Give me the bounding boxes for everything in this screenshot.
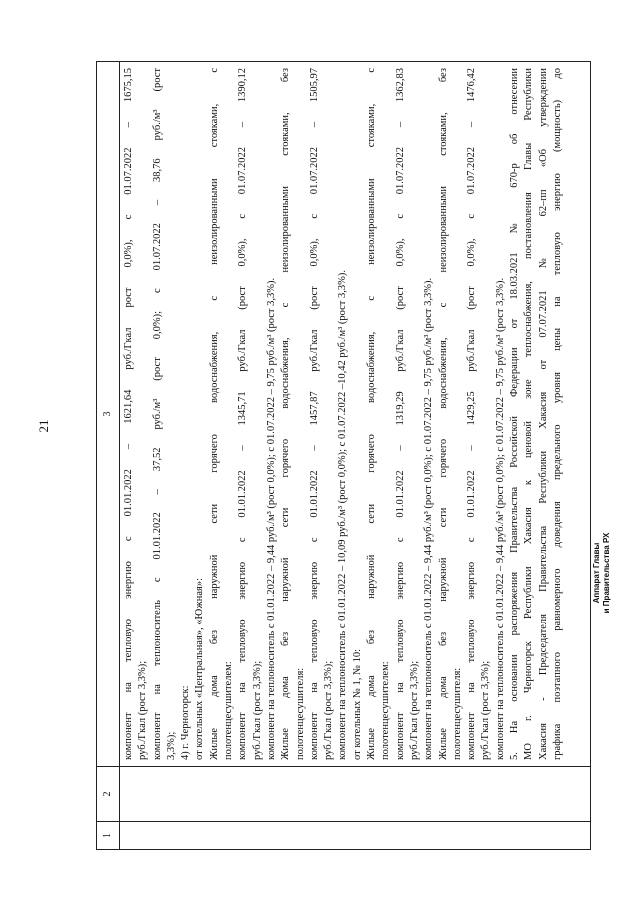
text-line: от котельных № 1, № 10: (351, 648, 363, 760)
tariff-table-wrapper (96, 62, 596, 850)
text-line: компонент на тепловую энергию с 01.01.2022 – 1457,87 руб./Гкал (рост 0,0%), с 01.07.2022 – 1505,97 (308, 68, 320, 760)
cell-col-2 (120, 767, 591, 822)
tariff-table (96, 61, 591, 850)
text-line: компонент на теплоноситель с 01.01.2022 – 9,44 руб./м³ (рост 0,0%); с 01.07.2022 – 9,75 руб./м³ (рост 3,3%). (494, 277, 506, 760)
text-line: МО г. Черногорск Республики Хакасия к ценовой зоне теплоснабжения, постановления Главы Республики (523, 68, 535, 760)
page-number: 21 (36, 419, 51, 433)
cell-col-3 (120, 62, 591, 767)
text-line: полотенцесушителем: (223, 661, 235, 760)
text-line: руб./Гкал (рост 3,3%); (480, 660, 492, 760)
text-line: компонент на тепловую энергию с 01.01.2022 – 1345,71 руб./Гкал (рост 0,0%), с 01.07.2022 – 1390,12 (237, 68, 249, 760)
text-line: полотенцесушителем: (380, 661, 392, 760)
table-row (120, 62, 591, 850)
text-line: руб./Гкал (рост 3,3%); (323, 660, 335, 760)
text-line: полотенцесушителя: (294, 667, 306, 760)
header-col-3: 3 (97, 62, 120, 767)
text-line: Жилые дома без наружной сети горячего водоснабжения, с неизолированными стояками, с (366, 68, 378, 760)
text-line: от котельных «Центральная», «Южная»: (194, 577, 206, 760)
text-line: руб./Гкал (рост 3,3%); (251, 660, 263, 760)
text-line: 5. На основании распоряжения Правительства Российской Федерации от 18.03.2021 № 670-р об отнесении (509, 68, 521, 760)
tariff-text (120, 62, 565, 766)
text-line: компонент на теплоноситель с 01.01.2022 – 9,44 руб./м³ (рост 0,0%); с 01.07.2022 – 9,75 руб./м³ (рост 3,3%). (265, 277, 277, 760)
text-line: Жилые дома без наружной сети горячего водоснабжения, с неизолированными стояками, без (437, 68, 449, 760)
text-line: Жилые дома без наружной сети горячего водоснабжения, с неизолированными стояками, с (208, 68, 220, 760)
text-line: компонент на тепловую энергию с 01.01.2022 – 1429,25 руб./Гкал (рост 0,0%), с 01.07.2022 – 1476,42 (466, 68, 478, 760)
text-line: 3,3%); (165, 731, 177, 760)
text-line: полотенцесушителя: (451, 667, 463, 760)
text-line: руб./Гкал (рост 3,3%); (408, 660, 420, 760)
header-col-2: 2 (97, 767, 120, 822)
table-header-row (97, 62, 120, 850)
text-line: компонент на тепловую энергию с 01.01.2022 – 1621,64 руб./Гкал рост 0,0%), с 01.07.2022 – 1675,15 (123, 68, 134, 760)
text-line: Жилые дома без наружной сети горячего водоснабжения, с неизолированными стояками, без (280, 68, 292, 760)
text-line: компонент на теплоноситель с 01.01.2022 – 37,52 руб./м³ (рост 0,0%); с 01.07.2022 – 38,76 руб./м³ (рост (151, 68, 163, 760)
stamp-line-2: и Правительства РХ (602, 532, 611, 614)
stamp (592, 518, 612, 628)
header-col-1: 1 (97, 822, 120, 850)
text-line: руб./Гкал (рост 3,3%); (137, 660, 149, 760)
text-line: компонент на теплоноситель с 01.01.2022 – 9,44 руб./м³ (рост 0,0%); с 01.07.2022 – 9,75 руб./м³ (рост 3,3%). (423, 277, 435, 760)
text-line: 4) г. Черногорск: (180, 685, 192, 760)
text-line: компонент на теплоноситель с 01.01.2022 – 10,09 руб./м³ (рост 0,0%); с 01.07.2022 –10,42 руб./м³ (рост 3,3%). (337, 270, 349, 760)
cell-col-1 (120, 822, 591, 850)
text-line: Хакасия - Председателя Правительства Республики Хакасия от 07.07.2021 № 62–пп «Об утверждении (537, 68, 549, 760)
stamp-line-1: Аппарат Главы (592, 542, 601, 604)
text-line: компонент на тепловую энергию с 01.01.2022 – 1319,29 руб./Гкал (рост 0,0%), с 01.07.2022 – 1362,83 (394, 68, 406, 760)
text-line: графика поэтапного равномерного доведения предельного уровня цены на тепловую энергию (мощность) до (551, 68, 563, 760)
